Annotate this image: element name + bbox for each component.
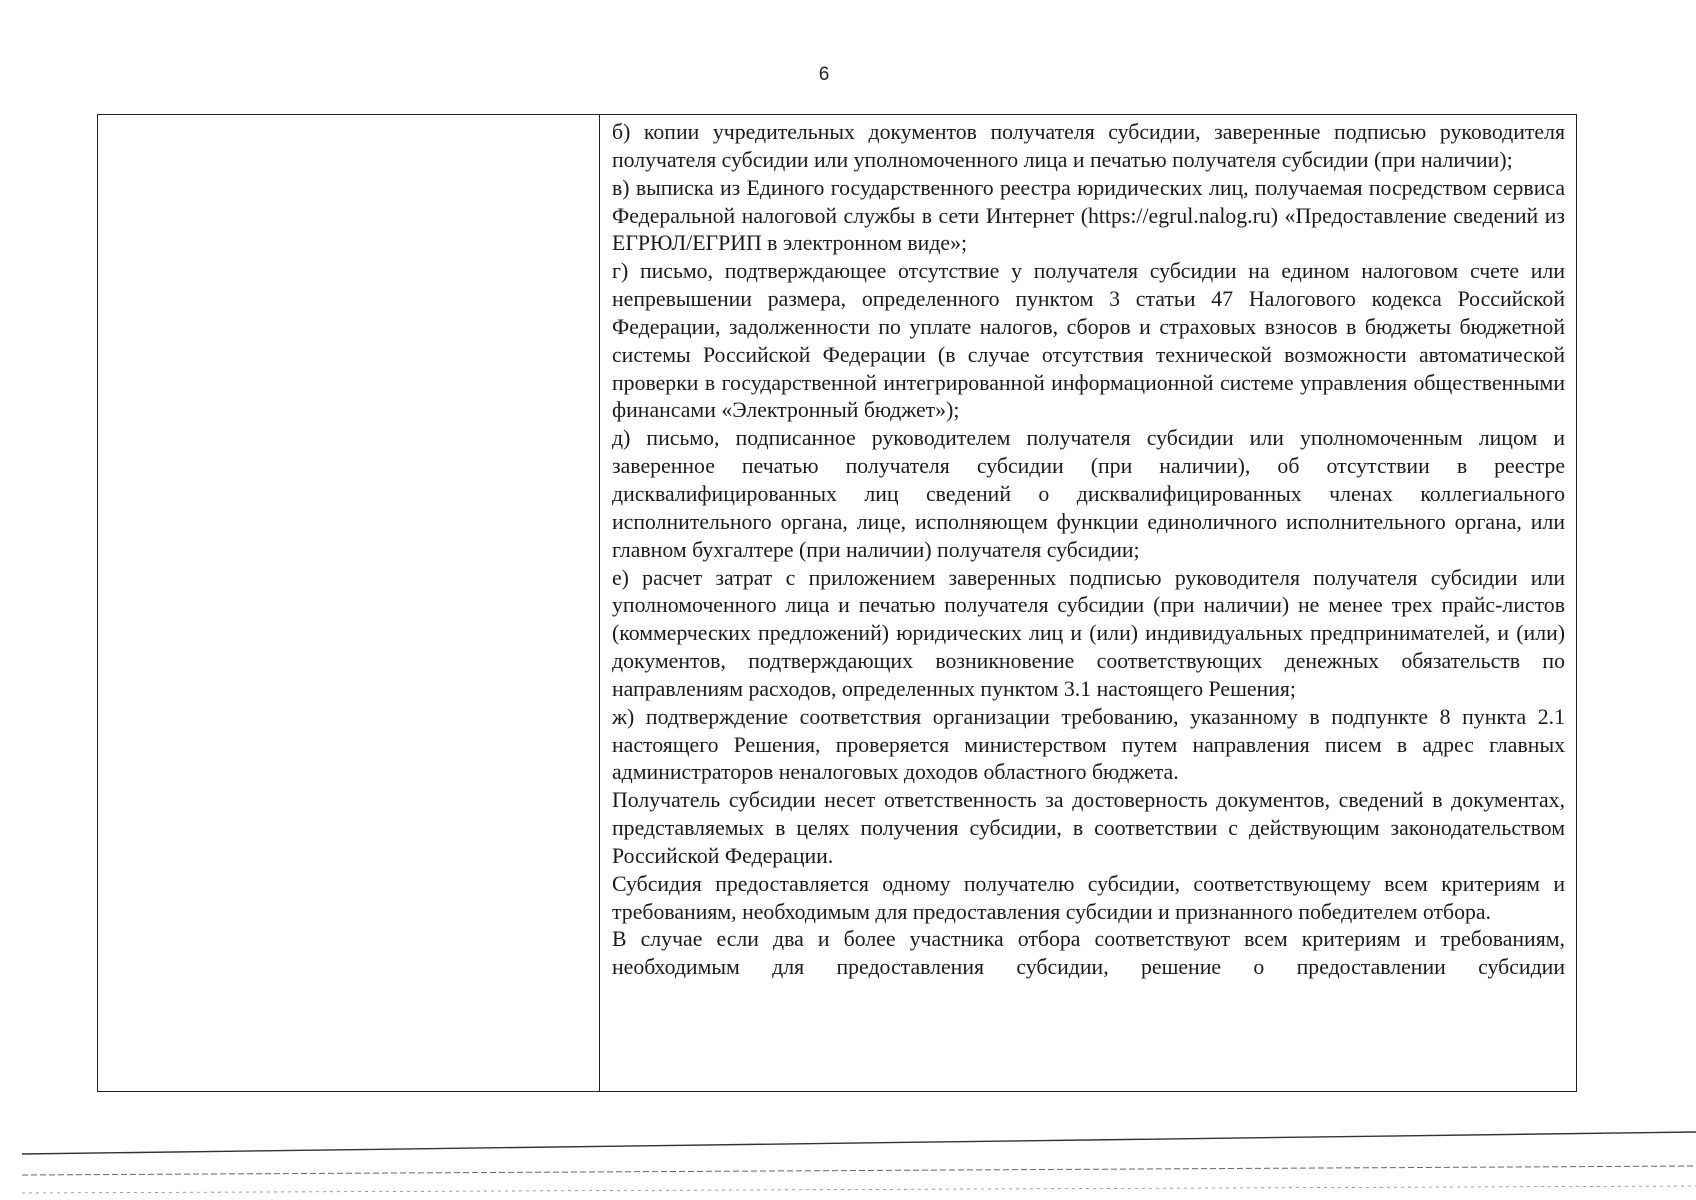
item-zh-paragraph: ж) подтверждение соответствия организации требованию, указанному в подпункте 8 пункта 2.1 настоящего Решения, проверяется министерством путем направления писем в адрес главных администраторов неналоговых доходов областного бюджета. (612, 704, 1565, 785)
page-number: 6 (818, 64, 830, 85)
scan-line-bottom (22, 1186, 1696, 1193)
multiple-participants-paragraph: В случае если два и более участника отбора соответствуют всем критериям и требованиям, необходимым для предоставления субсидии, решение о предоставлении субсидии (612, 927, 1565, 980)
single-recipient-paragraph: Субсидия предоставляется одному получателю субсидии, соответствующему всем критериям и требованиям, необходимым для предоставления субсидии и признанного победителем отбора. (612, 871, 1565, 924)
item-d-paragraph: д) письмо, подписанное руководителем получателя субсидии или уполномоченным лицом и заверенное печатью получателя субсидии (при наличии), об отсутствии в реестре дисквалифицированных лиц сведений о дисквалифицированных членах коллегиального исполнительного органа, лице, исполняющем функции единоличного исполнительного органа, или главном бухгалтере (при наличии) получателя субсидии; (612, 426, 1565, 562)
item-b-paragraph: б) копии учредительных документов получателя субсидии, заверенные подписью руководителя получателя субсидии или уполномоченного лица и печатью получателя субсидии (при наличии); (612, 120, 1565, 172)
table-right-cell (600, 115, 1576, 1091)
item-g-paragraph: г) письмо, подтверждающее отсутствие у получателя субсидии на едином налоговом счете или непревышении размера, определенного пунктом 3 статьи 47 Налогового кодекса Российской Федерации, задолженности по уплате налогов, сборов и страховых взносов в бюджеты бюджетной системы Российской Федерации (в случае отсутствия технической возможности автоматической проверки в государственной интегрированной информационной системе управления общественными финансами «Электронный бюджет»); (612, 259, 1565, 423)
scan-line-top (22, 1132, 1696, 1154)
item-v-paragraph: в) выписка из Единого государственного реестра юридических лиц, получаемая посредством сервиса Федеральной налоговой службы в сети Интернет (https://egrul.nalog.ru) «Предоставление сведений из ЕГРЮЛ/ЕГРИП в электронном виде»; (612, 175, 1565, 256)
scan-line-middle (22, 1166, 1696, 1175)
responsibility-paragraph: Получатель субсидии несет ответственность за достоверность документов, сведений в документах, представляемых в целях получения субсидии, в соответствии с действующим законодательством Российской Федерации. (612, 788, 1565, 868)
document-table (97, 114, 1577, 1092)
table-left-cell (98, 115, 600, 1091)
item-e-paragraph: е) расчет затрат с приложением заверенных подписью руководителя получателя субсидии или уполномоченного лица и печатью получателя субсидии (при наличии) не менее трех прайс-листов (коммерческих предложений) юридических лиц и (или) индивидуальных предпринимателей, и (или) документов, подтверждающих возникновение соответствующих денежных обязательств по направлениям расходов, определенных пунктом 3.1 настоящего Решения; (612, 565, 1565, 701)
